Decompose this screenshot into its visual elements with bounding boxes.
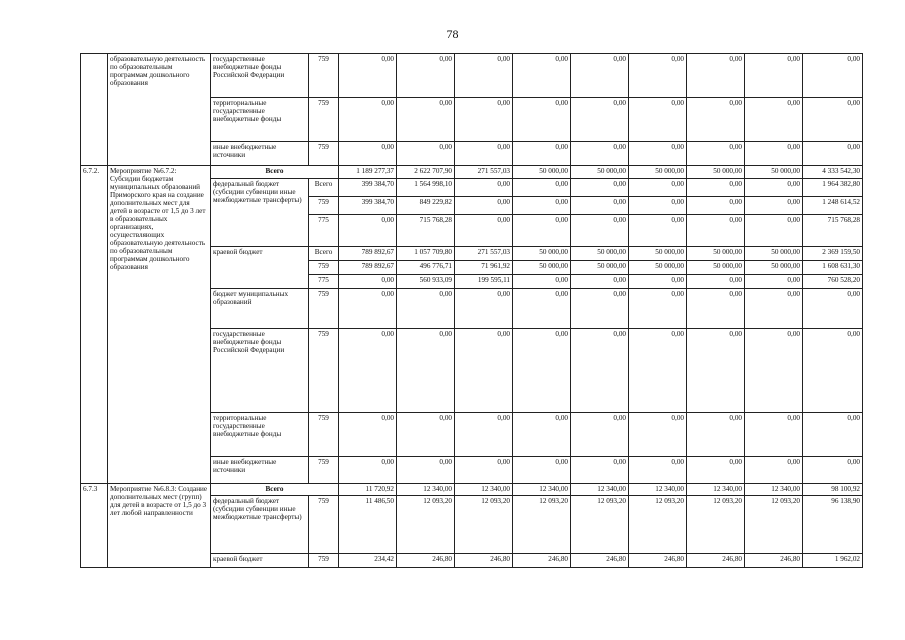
kbk-cell: 775 [309, 275, 339, 289]
item-code-cell: 6.7.3 [81, 484, 108, 568]
amount-cell: 0,00 [455, 329, 513, 413]
amount-cell: 0,00 [629, 142, 687, 166]
kbk-cell: 759 [309, 289, 339, 329]
funding-source-cell: иные внебюджетные источники [211, 142, 309, 166]
amount-cell: 98 100,92 [803, 484, 863, 496]
amount-cell: 0,00 [745, 289, 803, 329]
amount-cell: 0,00 [687, 275, 745, 289]
amount-cell: 0,00 [745, 329, 803, 413]
amount-cell: 246,80 [629, 554, 687, 568]
funding-source-cell: федеральный бюджет (субсидии субвенции иные межбюджетные трансферты) [211, 496, 309, 554]
amount-cell: 246,80 [397, 554, 455, 568]
amount-cell: 50 000,00 [513, 166, 571, 179]
amount-cell: 0,00 [513, 142, 571, 166]
amount-cell: 199 595,11 [455, 275, 513, 289]
amount-cell: 11 720,92 [339, 484, 397, 496]
amount-cell: 0,00 [571, 329, 629, 413]
amount-cell: 0,00 [745, 98, 803, 142]
amount-cell: 0,00 [339, 54, 397, 98]
budget-table [80, 53, 863, 568]
kbk-cell: 759 [309, 98, 339, 142]
amount-cell: 760 528,20 [803, 275, 863, 289]
funding-source-cell: иные внебюджетные источники [211, 457, 309, 484]
amount-cell: 1 248 614,52 [803, 197, 863, 215]
amount-cell: 50 000,00 [571, 261, 629, 275]
amount-cell: 0,00 [397, 98, 455, 142]
amount-cell: 0,00 [571, 457, 629, 484]
amount-cell: 0,00 [745, 275, 803, 289]
amount-cell: 0,00 [571, 275, 629, 289]
amount-cell: 0,00 [339, 215, 397, 247]
amount-cell: 0,00 [803, 329, 863, 413]
kbk-cell: 759 [309, 496, 339, 554]
item-code-cell [81, 54, 108, 166]
amount-cell: 0,00 [455, 197, 513, 215]
amount-cell: 0,00 [339, 457, 397, 484]
total-label-cell: Всего [211, 166, 339, 179]
amount-cell: 12 093,20 [397, 496, 455, 554]
kbk-cell: 759 [309, 142, 339, 166]
item-code-cell: 6.7.2. [81, 166, 108, 484]
amount-cell: 50 000,00 [745, 247, 803, 261]
amount-cell: 12 340,00 [687, 484, 745, 496]
amount-cell: 4 333 542,30 [803, 166, 863, 179]
total-label-cell: Всего [211, 484, 339, 496]
amount-cell: 0,00 [629, 275, 687, 289]
amount-cell: 0,00 [629, 98, 687, 142]
amount-cell: 1 608 631,30 [803, 261, 863, 275]
amount-cell: 0,00 [687, 197, 745, 215]
amount-cell: 96 138,90 [803, 496, 863, 554]
amount-cell: 50 000,00 [571, 166, 629, 179]
amount-cell: 0,00 [687, 329, 745, 413]
amount-cell: 11 486,50 [339, 496, 397, 554]
amount-cell: 715 768,28 [397, 215, 455, 247]
table-row [81, 484, 863, 496]
amount-cell: 0,00 [745, 457, 803, 484]
funding-source-cell: территориальные государственные внебюджетные фонды [211, 98, 309, 142]
amount-cell: 0,00 [629, 215, 687, 247]
amount-cell: 0,00 [339, 98, 397, 142]
item-name-cell: Мероприятие №6.7.2: Субсидии бюджетам муниципальных образований Приморского края на создание дополнительных мест для детей в возрасте от 1,5 до 3 лет в образовательных организациях, осуществляющих образовательную деятельность по образовательным программам дошкольного образования [108, 166, 211, 484]
amount-cell: 0,00 [513, 98, 571, 142]
amount-cell: 0,00 [513, 413, 571, 457]
amount-cell: 789 892,67 [339, 247, 397, 261]
amount-cell: 234,42 [339, 554, 397, 568]
amount-cell: 12 093,20 [571, 496, 629, 554]
amount-cell: 0,00 [339, 275, 397, 289]
amount-cell: 2 369 159,50 [803, 247, 863, 261]
amount-cell: 0,00 [803, 142, 863, 166]
amount-cell: 0,00 [513, 197, 571, 215]
kbk-cell: 759 [309, 54, 339, 98]
amount-cell: 0,00 [687, 413, 745, 457]
amount-cell: 0,00 [687, 179, 745, 197]
amount-cell: 399 384,70 [339, 179, 397, 197]
amount-cell: 50 000,00 [571, 247, 629, 261]
kbk-cell: 759 [309, 554, 339, 568]
amount-cell: 50 000,00 [687, 247, 745, 261]
kbk-cell: 759 [309, 261, 339, 275]
amount-cell: 1 962,02 [803, 554, 863, 568]
amount-cell: 0,00 [629, 329, 687, 413]
amount-cell: 246,80 [513, 554, 571, 568]
amount-cell: 0,00 [687, 142, 745, 166]
amount-cell: 50 000,00 [513, 247, 571, 261]
amount-cell: 0,00 [571, 54, 629, 98]
amount-cell: 0,00 [455, 289, 513, 329]
amount-cell: 0,00 [571, 215, 629, 247]
amount-cell: 12 093,20 [629, 496, 687, 554]
amount-cell: 0,00 [803, 413, 863, 457]
kbk-cell: 775 [309, 215, 339, 247]
amount-cell: 0,00 [513, 54, 571, 98]
amount-cell: 0,00 [455, 179, 513, 197]
amount-cell: 0,00 [803, 54, 863, 98]
amount-cell: 2 622 707,90 [397, 166, 455, 179]
amount-cell: 0,00 [397, 142, 455, 166]
amount-cell: 0,00 [397, 54, 455, 98]
amount-cell: 0,00 [745, 179, 803, 197]
funding-source-cell: бюджет муниципальных образований [211, 289, 309, 329]
amount-cell: 0,00 [455, 457, 513, 484]
amount-cell: 0,00 [629, 289, 687, 329]
amount-cell: 0,00 [687, 457, 745, 484]
funding-source-cell: государственные внебюджетные фонды Российской Федерации [211, 54, 309, 98]
amount-cell: 0,00 [629, 197, 687, 215]
funding-source-cell: краевой бюджет [211, 247, 309, 289]
amount-cell: 0,00 [455, 142, 513, 166]
amount-cell: 271 557,03 [455, 247, 513, 261]
amount-cell: 496 776,71 [397, 261, 455, 275]
amount-cell: 715 768,28 [803, 215, 863, 247]
table-row [81, 166, 863, 179]
amount-cell: 0,00 [513, 457, 571, 484]
amount-cell: 50 000,00 [513, 261, 571, 275]
item-name-cell: Мероприятие №6.8.3: Создание дополнительных мест (групп) для детей в возрасте от 1,5 до 3 лет любой направленности [108, 484, 211, 568]
amount-cell: 1 057 709,80 [397, 247, 455, 261]
amount-cell: 0,00 [745, 413, 803, 457]
amount-cell: 12 093,20 [687, 496, 745, 554]
amount-cell: 246,80 [571, 554, 629, 568]
amount-cell: 849 229,82 [397, 197, 455, 215]
amount-cell: 0,00 [629, 413, 687, 457]
amount-cell: 12 340,00 [571, 484, 629, 496]
amount-cell: 50 000,00 [745, 261, 803, 275]
amount-cell: 0,00 [513, 179, 571, 197]
amount-cell: 0,00 [745, 215, 803, 247]
amount-cell: 0,00 [629, 54, 687, 98]
amount-cell: 12 093,20 [745, 496, 803, 554]
amount-cell: 0,00 [397, 329, 455, 413]
amount-cell: 50 000,00 [687, 261, 745, 275]
funding-source-cell: государственные внебюджетные фонды Российской Федерации [211, 329, 309, 413]
funding-source-cell: краевой бюджет [211, 554, 309, 568]
amount-cell: 0,00 [397, 413, 455, 457]
amount-cell: 0,00 [455, 413, 513, 457]
amount-cell: 0,00 [687, 54, 745, 98]
amount-cell: 50 000,00 [745, 166, 803, 179]
amount-cell: 12 340,00 [455, 484, 513, 496]
amount-cell: 71 961,92 [455, 261, 513, 275]
amount-cell: 271 557,03 [455, 166, 513, 179]
amount-cell: 0,00 [571, 289, 629, 329]
amount-cell: 246,80 [687, 554, 745, 568]
amount-cell: 0,00 [687, 215, 745, 247]
amount-cell: 0,00 [571, 179, 629, 197]
amount-cell: 12 340,00 [745, 484, 803, 496]
total-label-cell: Всего [309, 179, 339, 197]
amount-cell: 0,00 [455, 98, 513, 142]
funding-source-cell: территориальные государственные внебюджетные фонды [211, 413, 309, 457]
amount-cell: 560 933,09 [397, 275, 455, 289]
amount-cell: 0,00 [455, 54, 513, 98]
amount-cell: 0,00 [803, 98, 863, 142]
amount-cell: 0,00 [571, 142, 629, 166]
amount-cell: 50 000,00 [629, 166, 687, 179]
amount-cell: 246,80 [455, 554, 513, 568]
amount-cell: 12 093,20 [455, 496, 513, 554]
amount-cell: 12 340,00 [397, 484, 455, 496]
amount-cell: 246,80 [745, 554, 803, 568]
amount-cell: 0,00 [513, 275, 571, 289]
amount-cell: 0,00 [397, 457, 455, 484]
kbk-cell: 759 [309, 413, 339, 457]
amount-cell: 0,00 [339, 289, 397, 329]
amount-cell: 0,00 [571, 98, 629, 142]
amount-cell: 50 000,00 [629, 261, 687, 275]
amount-cell: 0,00 [687, 289, 745, 329]
funding-source-cell: федеральный бюджет (субсидии субвенции иные межбюджетные трансферты) [211, 179, 309, 247]
table-row [81, 54, 863, 98]
amount-cell: 0,00 [339, 329, 397, 413]
amount-cell: 0,00 [629, 457, 687, 484]
amount-cell: 0,00 [803, 289, 863, 329]
amount-cell: 0,00 [339, 413, 397, 457]
amount-cell: 1 964 382,80 [803, 179, 863, 197]
amount-cell: 0,00 [513, 215, 571, 247]
amount-cell: 0,00 [687, 98, 745, 142]
amount-cell: 12 093,20 [513, 496, 571, 554]
amount-cell: 789 892,67 [339, 261, 397, 275]
amount-cell: 50 000,00 [629, 247, 687, 261]
amount-cell: 0,00 [745, 54, 803, 98]
amount-cell: 0,00 [513, 289, 571, 329]
kbk-cell: 759 [309, 197, 339, 215]
kbk-cell: 759 [309, 457, 339, 484]
amount-cell: 0,00 [513, 329, 571, 413]
amount-cell: 0,00 [629, 179, 687, 197]
page-number: 78 [446, 27, 459, 41]
amount-cell: 1 564 998,10 [397, 179, 455, 197]
amount-cell: 1 189 277,37 [339, 166, 397, 179]
amount-cell: 0,00 [455, 215, 513, 247]
kbk-cell: 759 [309, 329, 339, 413]
amount-cell: 12 340,00 [513, 484, 571, 496]
item-name-cell: образовательную деятельность по образовательным программам дошкольного образования [108, 54, 211, 166]
amount-cell: 0,00 [571, 413, 629, 457]
amount-cell: 399 384,70 [339, 197, 397, 215]
amount-cell: 50 000,00 [687, 166, 745, 179]
amount-cell: 0,00 [571, 197, 629, 215]
amount-cell: 12 340,00 [629, 484, 687, 496]
amount-cell: 0,00 [745, 142, 803, 166]
amount-cell: 0,00 [803, 457, 863, 484]
amount-cell: 0,00 [339, 142, 397, 166]
total-label-cell: Всего [309, 247, 339, 261]
amount-cell: 0,00 [397, 289, 455, 329]
amount-cell: 0,00 [745, 197, 803, 215]
